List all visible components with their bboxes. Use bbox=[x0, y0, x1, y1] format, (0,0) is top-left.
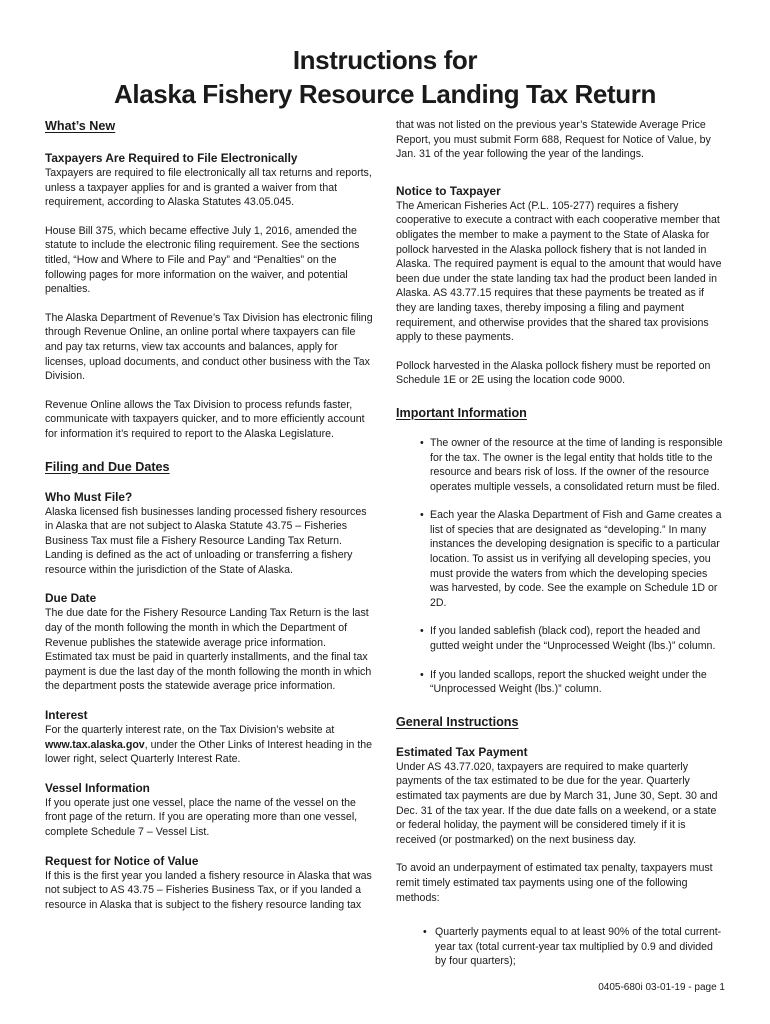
page-footer: 0405-680i 03-01-19 - page 1 bbox=[598, 982, 725, 993]
estimated-tax-payment-heading: Estimated Tax Payment bbox=[396, 744, 528, 759]
important-information-heading: Important Information bbox=[396, 405, 527, 420]
text: If you landed sablefish (black cod), report the headed and gutted weight under the “Unprocessed Weight (lbs.)” column. bbox=[430, 625, 716, 653]
paragraph: Revenue Online allows the Tax Division to process refunds faster, communicate with taxpayers quicker, and to more efficiently account for information it’s required to report to the Alaska Legislature. bbox=[45, 398, 365, 440]
request-notice-value-heading: Request for Notice of Value bbox=[45, 853, 199, 868]
bullet-icon: • bbox=[420, 625, 424, 638]
list-item bbox=[396, 508, 726, 610]
interest-heading: Interest bbox=[45, 708, 88, 723]
paragraph: The due date for the Fishery Resource Landing Tax Return is the last day of the month following the month in which the Department of Revenue publishes the statewide average price information. Estimated tax must be paid in quarterly installments, and the final tax payment is due the last day of the month following the month in which the department posts the statewide average price information. bbox=[45, 607, 372, 693]
file-electronically-heading: Taxpayers Are Required to File Electronically bbox=[45, 151, 298, 165]
important-list bbox=[396, 436, 726, 697]
bullet-icon: • bbox=[420, 436, 424, 449]
document-title-line2: Alaska Fishery Resource Landing Tax Return bbox=[114, 79, 656, 109]
list-item bbox=[396, 668, 726, 697]
text: If you landed scallops, report the shucked weight under the “Unprocessed Weight (lbs.)” column. bbox=[430, 668, 707, 696]
paragraph: The Alaska Department of Revenue’s Tax Division has electronic filing through Revenue Online, an online portal where taxpayers can file and pay tax returns, view tax accounts and balances, apply for licenses, upload documents, and conduct other business with the Tax Division. bbox=[45, 311, 373, 383]
text: The owner of the resource at the time of landing is responsible for the tax. The owner is the legal entity that holds title to the resource and bears risk of loss. If the owner of the resource operates multiple vessels, a consolidated return must be filed. bbox=[430, 436, 723, 493]
document-title-line1: Instructions for bbox=[292, 45, 478, 75]
paragraph: If this is the first year you landed a fishery resource in Alaska that was not subject to AS 43.75 – Fisheries Business Tax, or if you landed a resource in Alaska that is subject to the fishery resource landing tax bbox=[45, 869, 372, 911]
vessel-information-heading: Vessel Information bbox=[45, 780, 150, 795]
left-column bbox=[45, 113, 375, 912]
paragraph: The American Fisheries Act (P.L. 105-277) requires a fishery cooperative to execute a contract with each cooperative member that obligates the member to make a payment to the State of Alaska for pollock harvested in the Alaska pollock fishery that is not landed in Alaska. The required payment is equal to the amount that would have been due under the state landing tax had the product been landed in Alaska. AS 43.77.15 requires that these payments be treated as if they are landing taxes, thereby imposing a filing and payment requirement, and otherwise provides that the shared tax provisions apply to these payments. bbox=[396, 199, 722, 344]
paragraph: Taxpayers are required to file electronically all tax returns and reports, unless a taxpayer applies for and is granted a waiver from that requirement, according to Alaska Statutes 43.05.045. bbox=[45, 167, 372, 209]
list-item bbox=[396, 436, 726, 494]
general-instructions-heading: General Instructions bbox=[396, 714, 519, 729]
list-item bbox=[396, 624, 726, 653]
paragraph: Under AS 43.77.020, taxpayers are required to make quarterly payments of the tax estimated to be due for the year. Quarterly estimated tax payments are due by March 31, June 30, Sept. 30 and Dec. 31 of the tax year. If the due date falls on a weekend, or a state or federal holiday, the payment will be considered timely if it is received (or postmarked) on the next business day. bbox=[396, 760, 718, 846]
text: , under the Other Links of Interest heading in the lower right, select Quarterly Interest Rate. bbox=[45, 738, 373, 766]
paragraph: If you operate just one vessel, place the name of the vessel on the front page of the return. If you are operating more than one vessel, complete Schedule 7 – Vessel List. bbox=[45, 796, 358, 838]
paragraph: that was not listed on the previous year’s Statewide Average Price Report, you must submit Form 688, Request for Notice of Value, by Jan. 31 of the year following the year of the landings. bbox=[396, 118, 711, 161]
paragraph: Alaska licensed fish businesses landing processed fishery resources in Alaska that are not subject to Alaska Statute 43.75 – Fisheries Business Tax must file a Fishery Resource Landing Tax Return. Landing is defined as the act of unloading or transferring a fishery resource within the jurisdiction of the State of Alaska. bbox=[45, 505, 367, 576]
paragraph: To avoid an underpayment of estimated tax penalty, taxpayers must remit timely estimated tax payments using one of the following methods: bbox=[396, 862, 713, 904]
paragraph: House Bill 375, which became effective July 1, 2016, amended the statute to include the electronic filing requirement. See the sections titled, “How and Where to File and Pay” and “Penalties” on the following pages for more information on the waiver, and potential penalties. bbox=[45, 224, 360, 296]
notice-to-taxpayer-heading: Notice to Taxpayer bbox=[396, 183, 501, 198]
whats-new-heading: What’s New bbox=[45, 119, 116, 133]
bullet-icon: • bbox=[423, 926, 427, 939]
bullet-icon: • bbox=[420, 509, 424, 522]
paragraph: Pollock harvested in the Alaska pollock fishery must be reported on Schedule 1E or 2E using the location code 9000. bbox=[396, 359, 711, 387]
text: Each year the Alaska Department of Fish and Game creates a list of species that are designated as “developing.” In many instances the developing designation is specific to a particular location. To assist us in verifying all developing species, you must provide the waters from which the developing species was harvested, by code. See the example on Schedule 1D or 2D. bbox=[430, 509, 722, 609]
list-item bbox=[396, 925, 726, 969]
paragraph bbox=[45, 723, 375, 767]
due-date-heading: Due Date bbox=[45, 591, 97, 606]
who-must-file-heading: Who Must File? bbox=[45, 489, 133, 504]
text: Quarterly payments equal to at least 90% of the total current-year tax (total current-year tax multiplied by 0.9 and divided by four quarters); bbox=[435, 926, 722, 968]
text: For the quarterly interest rate, on the Tax Division’s website at bbox=[45, 724, 335, 737]
payment-methods-list bbox=[396, 925, 726, 969]
filing-due-dates-heading: Filing and Due Dates bbox=[45, 459, 170, 474]
bullet-icon: • bbox=[420, 668, 424, 681]
rnv-continuation bbox=[396, 118, 726, 162]
tax-website-link[interactable]: www.tax.alaska.gov bbox=[45, 738, 145, 751]
right-column bbox=[396, 118, 726, 969]
